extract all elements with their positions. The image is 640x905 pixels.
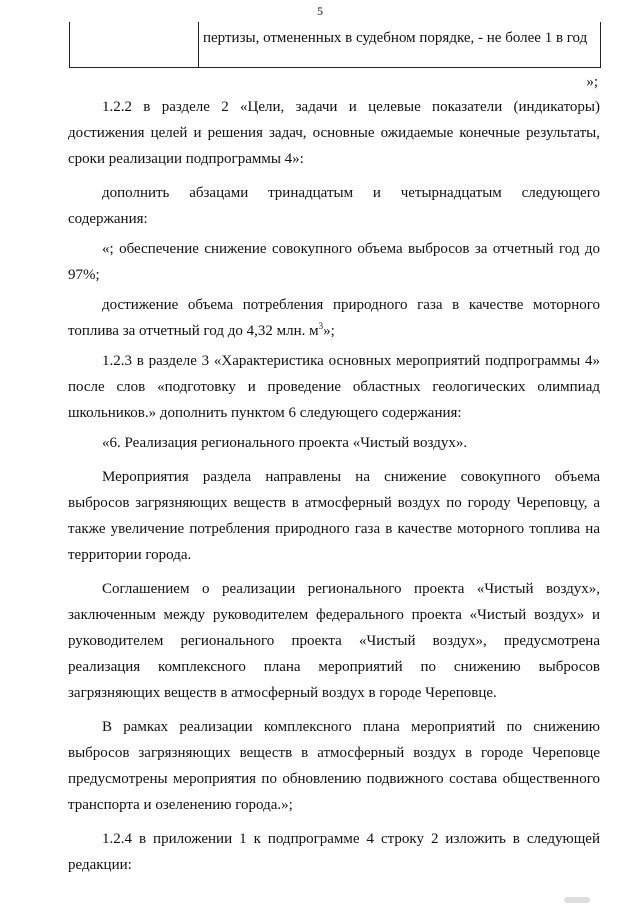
paragraph-plan: В рамках реализации комплексного плана мероприятий по снижению выбросов загрязняющих веществ в атмосферный воздух в городе Череповце предусмотрены мероприятия по обновлению подвижного состава общественного транспорта и озеленению города.»; — [68, 719, 600, 813]
paragraph-1-2-4: 1.2.4 в приложении 1 к подпрограмме 4 строку 2 изложить в следующей редакции: — [68, 831, 600, 873]
closing-quote: »; — [586, 74, 598, 90]
paragraph-1-2-2: 1.2.2 в разделе 2 «Цели, задачи и целевые показатели (индикаторы) достижения целей и решения задач, основные ожидаемые конечные результаты, сроки реализации подпрограммы 4»: — [68, 99, 600, 167]
paragraph-emissions-target: «; обеспечение снижение совокупного объема выбросов за отчетный год до 97%; — [68, 241, 600, 283]
table-fragment — [69, 22, 601, 68]
gas-target-text: достижение объема потребления природного газа в качестве моторного топлива за отчетный год до 4,32 млн. м — [68, 297, 600, 339]
gas-target-tail: »; — [323, 323, 335, 339]
paragraph-supplement: дополнить абзацами тринадцатым и четырнадцатым следующего содержания: — [68, 185, 600, 227]
paragraph-clean-air-heading: «6. Реализация регионального проекта «Чистый воздух». — [102, 435, 468, 451]
paragraph-measures: Мероприятия раздела направлены на снижение совокупного объема выбросов загрязняющих веществ в атмосферный воздух по городу Череповцу, а также увеличение потребления природного газа в качестве моторного топлива на территории города. — [68, 469, 600, 563]
table-cell-left — [70, 22, 199, 67]
paragraph-gas-target — [68, 292, 600, 344]
paragraph-1-2-3: 1.2.3 в разделе 3 «Характеристика основных мероприятий подпрограммы 4» после слов «подготовку и проведение областных геологических олимпиад школьников.» дополнить пунктом 6 следующего содержания: — [68, 353, 600, 421]
scan-artifact — [564, 897, 590, 903]
document-body — [68, 94, 600, 878]
superscript-cubic: 3 — [318, 321, 324, 331]
page-number: 5 — [317, 4, 323, 18]
paragraph-agreement: Соглашением о реализации регионального проекта «Чистый воздух», заключенным между руководителем федерального проекта «Чистый воздух» и руководителем регионального проекта «Чистый воздух», предусмотрена реализация комплексного плана мероприятий по снижению выбросов загрязняющих веществ в атмосферный воздух в городе Череповце. — [68, 581, 600, 701]
table-cell-right: пертизы, отмененных в судебном порядке, - не более 1 в год — [203, 30, 588, 46]
